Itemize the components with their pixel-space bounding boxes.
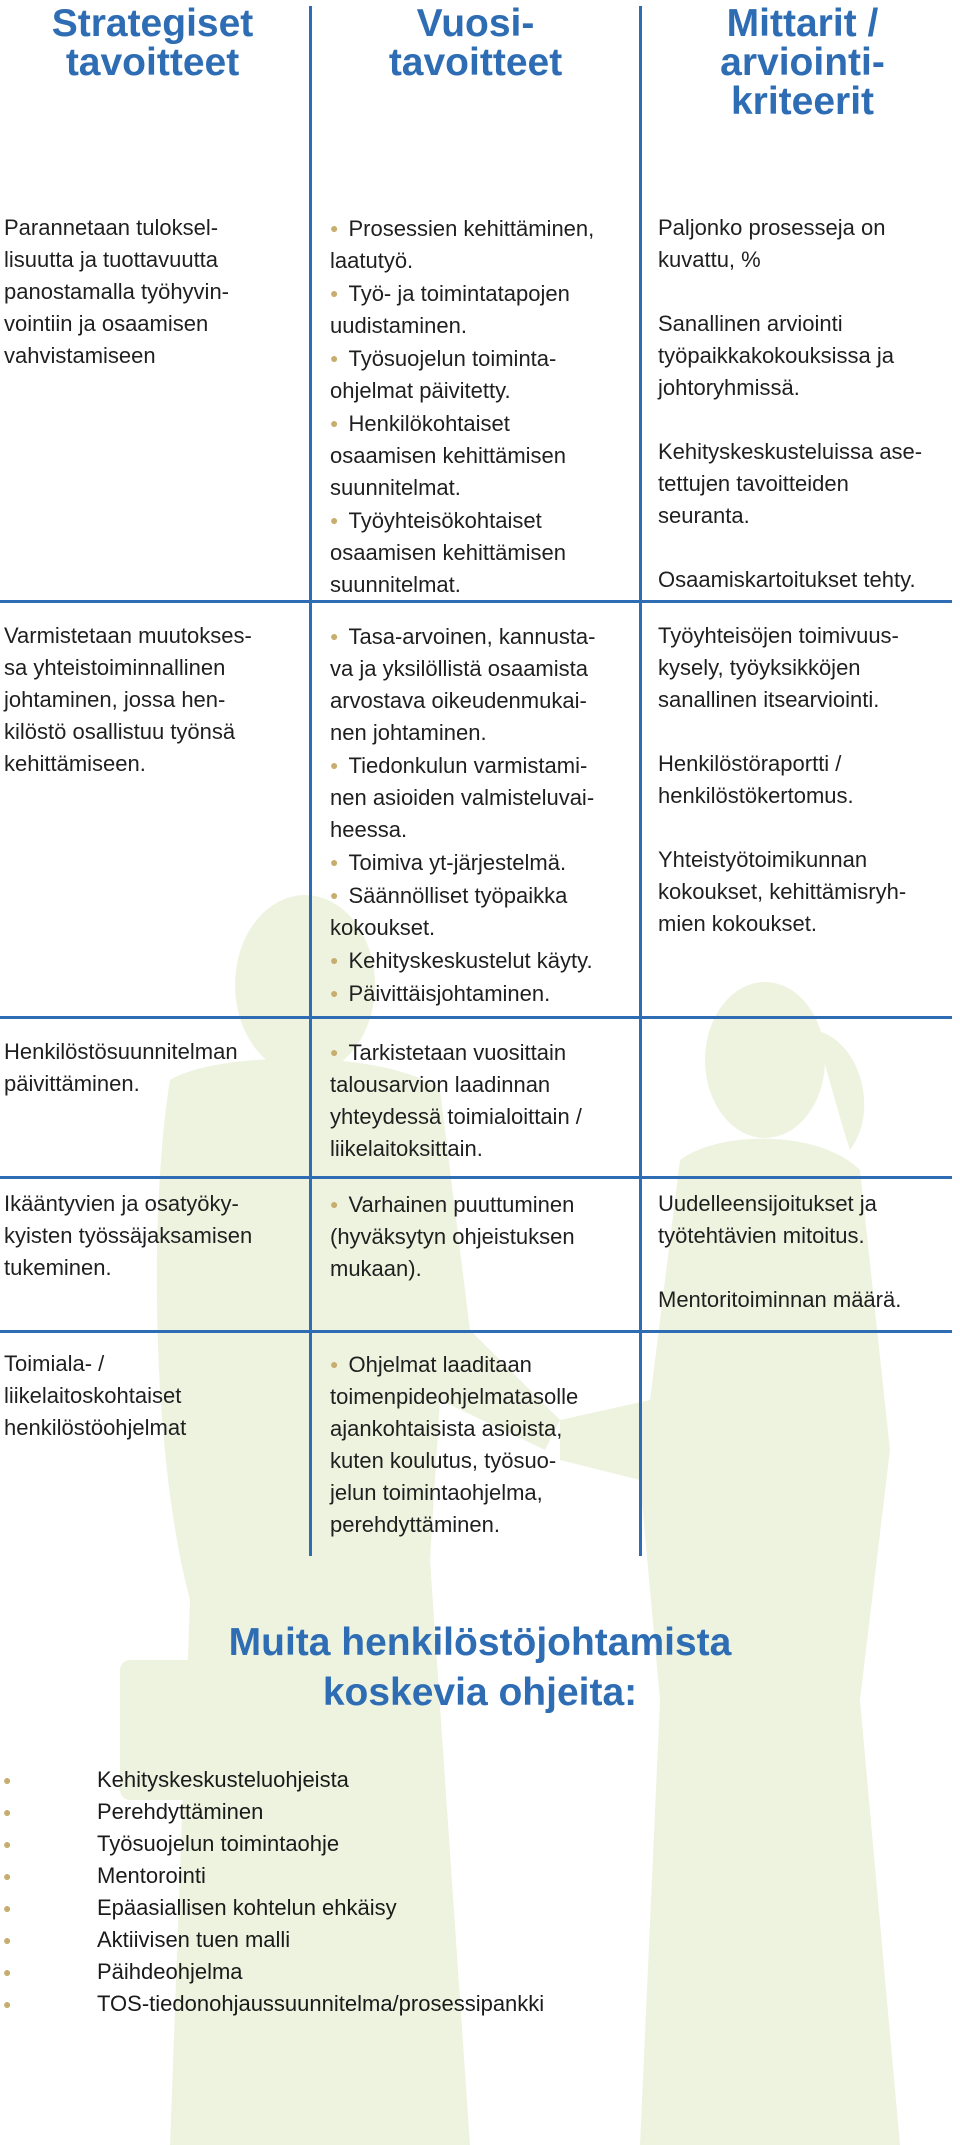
cell-line: kilöstö osallistuu työnsä bbox=[4, 719, 236, 744]
bullet-icon: ● bbox=[3, 1996, 12, 2012]
cell-line: sa yhteistoiminnallinen bbox=[4, 655, 226, 680]
cell-line: va ja yksilöllistä osaamista bbox=[330, 656, 588, 681]
cell-line: panostamalla työhyvin- bbox=[4, 279, 230, 304]
cell-line: johtaminen, jossa hen- bbox=[4, 687, 226, 712]
cell-line: kyisten työssäjaksamisen bbox=[4, 1223, 253, 1248]
metric-line: sanallinen itsearviointi. bbox=[658, 687, 880, 712]
metric-line: johtoryhmissä. bbox=[658, 375, 800, 400]
annual-goal-item: ● Työyhteisökohtaiset bbox=[330, 504, 594, 537]
metrics-cell bbox=[658, 620, 906, 940]
cell-line: nen asioiden valmisteluvai- bbox=[330, 785, 595, 810]
annual-goals-cell bbox=[330, 1188, 575, 1285]
cell-line: kokoukset. bbox=[330, 915, 436, 940]
annual-goal-item: ● Ohjelmat laaditaan bbox=[330, 1348, 578, 1381]
cell-line: henkilöstöohjelmat bbox=[4, 1415, 187, 1440]
annual-goal-item: ● Prosessien kehittäminen, bbox=[330, 212, 594, 245]
row-divider bbox=[0, 1016, 952, 1019]
metric-line: mien kokoukset. bbox=[658, 911, 817, 936]
annual-goal-item: ● Tasa-arvoinen, kannusta- bbox=[330, 620, 596, 653]
section-title bbox=[0, 1618, 960, 1718]
metric-line: Sanallinen arviointi bbox=[658, 311, 843, 336]
cell-line: ajankohtaisista asioista, bbox=[330, 1416, 563, 1441]
cell-line: uudistaminen. bbox=[330, 313, 467, 338]
strategic-goal-cell bbox=[4, 1348, 186, 1444]
metric-line: Paljonko prosesseja on bbox=[658, 215, 886, 240]
cell-line: Parannetaan tuloksel- bbox=[4, 215, 219, 240]
metric-line: Henkilöstöraportti / bbox=[658, 751, 842, 776]
annual-goal-item: ● Henkilökohtaiset bbox=[330, 407, 594, 440]
annual-goal-item: ● Varhainen puuttuminen bbox=[330, 1188, 575, 1221]
cell-line: (hyväksytyn ohjeistuksen bbox=[330, 1224, 575, 1249]
cell-line: Varmistetaan muutokses- bbox=[4, 623, 252, 648]
metric-line: Kehityskeskusteluissa ase- bbox=[658, 439, 923, 464]
bullet-icon: ● bbox=[3, 1868, 12, 1884]
bullet-icon: ● bbox=[3, 1772, 12, 1788]
metric-line: Osaamiskartoitukset tehty. bbox=[658, 567, 916, 592]
cell-line: laatutyö. bbox=[330, 248, 414, 273]
list-item-label: Epäasiallisen kohtelun ehkäisy bbox=[97, 1895, 397, 1920]
cell-line: liikelaitoksittain. bbox=[330, 1136, 483, 1161]
bullet-icon: ● bbox=[3, 1836, 12, 1852]
metric-line: työpaikkakokouksissa ja bbox=[658, 343, 895, 368]
bullet-icon: ● bbox=[3, 1964, 12, 1980]
annual-goals-cell bbox=[330, 212, 594, 601]
cell-line: tukeminen. bbox=[4, 1255, 112, 1280]
cell-line: ohjelmat päivitetty. bbox=[330, 378, 511, 403]
cell-line: päivittäminen. bbox=[4, 1071, 140, 1096]
metric-line: kokoukset, kehittämisryh- bbox=[658, 879, 907, 904]
metric-line: kuvattu, % bbox=[658, 247, 761, 272]
list-item-label: Perehdyttäminen bbox=[97, 1799, 264, 1824]
bullet-icon: ● bbox=[3, 1900, 12, 1916]
metrics-cell bbox=[658, 212, 922, 596]
cell-line: arvostava oikeudenmukai- bbox=[330, 688, 587, 713]
bullet-icon: ● bbox=[3, 1804, 12, 1820]
bullet-icon: ● bbox=[3, 1932, 12, 1948]
column-header-annual-goals bbox=[313, 4, 638, 82]
cell-line: osaamisen kehittämisen bbox=[330, 443, 567, 468]
cell-line: Henkilöstösuunnitelman bbox=[4, 1039, 238, 1064]
cell-line: suunnitelmat. bbox=[330, 572, 461, 597]
metrics-cell bbox=[658, 1188, 901, 1316]
row-divider bbox=[0, 1176, 952, 1179]
annual-goals-cell bbox=[330, 620, 596, 1010]
cell-line: talousarvion laadinnan bbox=[330, 1072, 551, 1097]
cell-line: Ikääntyvien ja osatyöky- bbox=[4, 1191, 239, 1216]
metric-line: kysely, työyksikköjen bbox=[658, 655, 861, 680]
cell-line: kuten koulutus, työsuo- bbox=[330, 1448, 557, 1473]
cell-line: jelun toimintaohjelma, bbox=[330, 1480, 543, 1505]
cell-line: mukaan). bbox=[330, 1256, 422, 1281]
metric-line: Mentoritoiminnan määrä. bbox=[658, 1287, 902, 1312]
annual-goal-item: ● Tiedonkulun varmistami- bbox=[330, 749, 596, 782]
column-header-metrics bbox=[645, 4, 960, 121]
metric-line: Uudelleensijoitukset ja bbox=[658, 1191, 877, 1216]
list-item-label: Kehityskeskusteluohjeista bbox=[97, 1767, 349, 1792]
annual-goal-item: ● Tarkistetaan vuosittain bbox=[330, 1036, 582, 1069]
cell-line: yhteydessä toimialoittain / bbox=[330, 1104, 582, 1129]
cell-line: vointiin ja osaamisen bbox=[4, 311, 209, 336]
row-divider bbox=[0, 1330, 952, 1333]
annual-goal-item: ● Toimiva yt-järjestelmä. bbox=[330, 846, 596, 879]
column-divider bbox=[639, 6, 642, 1556]
header-line: tavoitteet bbox=[388, 41, 563, 84]
cell-line: Toimiala- / bbox=[4, 1351, 105, 1376]
header-line: arviointi- bbox=[720, 41, 885, 84]
strategic-goal-cell bbox=[4, 212, 229, 372]
metric-line: Työyhteisöjen toimivuus- bbox=[658, 623, 899, 648]
cell-line: toimenpideohjelmatasolle bbox=[330, 1384, 579, 1409]
section-title-line: koskevia ohjeita: bbox=[322, 1671, 638, 1714]
column-header-strategic-goals bbox=[0, 4, 305, 82]
header-line: Mittarit / bbox=[726, 2, 879, 45]
annual-goal-item: ● Työ- ja toimintatapojen bbox=[330, 277, 594, 310]
strategic-goal-cell bbox=[4, 1188, 252, 1284]
annual-goals-cell bbox=[330, 1036, 582, 1165]
list-item-label: Työsuojelun toimintaohje bbox=[97, 1831, 340, 1856]
metric-line: seuranta. bbox=[658, 503, 750, 528]
metric-line: henkilöstökertomus. bbox=[658, 783, 854, 808]
metric-line: työtehtävien mitoitus. bbox=[658, 1223, 865, 1248]
metric-line: tettujen tavoitteiden bbox=[658, 471, 849, 496]
annual-goals-cell bbox=[330, 1348, 578, 1541]
cell-line: heessa. bbox=[330, 817, 408, 842]
header-line: Vuosi- bbox=[416, 2, 535, 45]
cell-line: liikelaitoskohtaiset bbox=[4, 1383, 182, 1408]
header-line: kriteerit bbox=[730, 80, 875, 123]
cell-line: nen johtaminen. bbox=[330, 720, 487, 745]
cell-line: kehittämiseen. bbox=[4, 751, 146, 776]
column-divider bbox=[309, 6, 312, 1556]
annual-goal-item: ● Kehityskeskustelut käyty. bbox=[330, 944, 596, 977]
strategic-goal-cell bbox=[4, 1036, 238, 1100]
cell-line: osaamisen kehittämisen bbox=[330, 540, 567, 565]
list-item-label: TOS-tiedonohjaussuunnitelma/prosessipankki bbox=[97, 1991, 545, 2016]
metric-line: Yhteistyötoimikunnan bbox=[658, 847, 868, 872]
cell-line: lisuutta ja tuottavuutta bbox=[4, 247, 219, 272]
cell-line: perehdyttäminen. bbox=[330, 1512, 500, 1537]
cell-line: vahvistamiseen bbox=[4, 343, 156, 368]
header-line: Strategiset bbox=[51, 2, 254, 45]
list-item-label: Päihdeohjelma bbox=[97, 1959, 243, 1984]
annual-goal-item: ● Päivittäisjohtaminen. bbox=[330, 977, 596, 1010]
cell-line: suunnitelmat. bbox=[330, 475, 461, 500]
section-title-line: Muita henkilöstöjohtamista bbox=[228, 1621, 732, 1664]
annual-goal-item: ● Säännölliset työpaikka bbox=[330, 879, 596, 912]
list-item-label: Aktiivisen tuen malli bbox=[97, 1927, 291, 1952]
annual-goal-item: ● Työsuojelun toiminta- bbox=[330, 342, 594, 375]
strategic-goal-cell bbox=[4, 620, 252, 780]
header-line: tavoitteet bbox=[65, 41, 240, 84]
list-item-label: Mentorointi bbox=[97, 1863, 206, 1888]
